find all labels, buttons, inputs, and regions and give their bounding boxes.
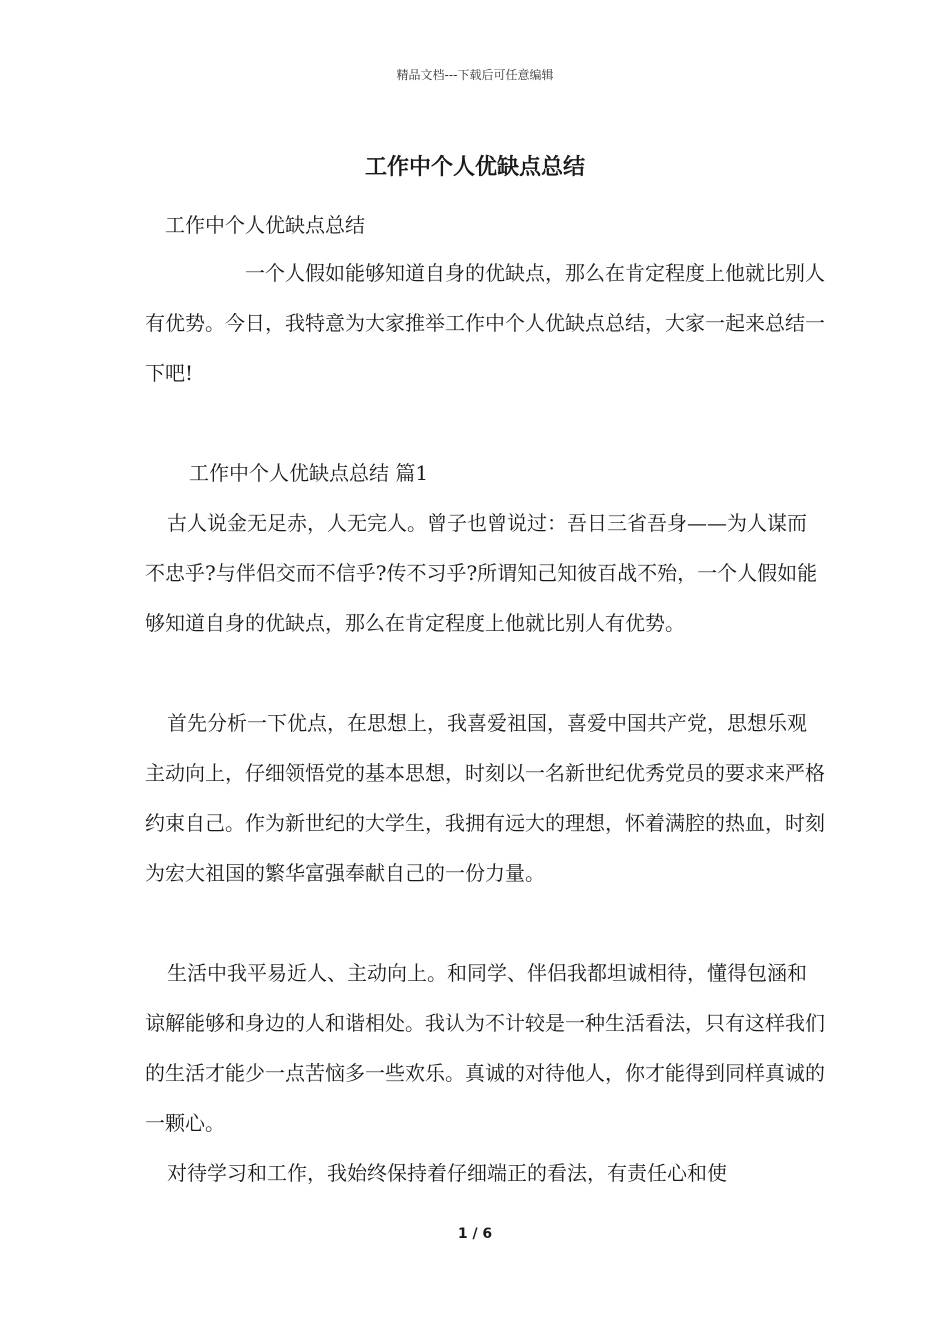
paragraph-1: 古人说金无足赤，人无完人。曾子也曾说过：吾日三省吾身——为人谋而不忠乎?与伴侣交而不信乎?传不习乎?所谓知己知彼百战不殆，一个人假如能够知道自身的优缺点，那么在肯定程度上他就比别人有优势。 — [145, 511, 818, 635]
document-title: 工作中个人优缺点总结 — [364, 154, 585, 180]
section-heading: 工作中个人优缺点总结 篇1 — [189, 461, 429, 485]
page-number: 1 / 6 — [457, 1226, 493, 1242]
paragraph-3: 生活中我平易近人、主动向上。和同学、伴侣我都坦诚相待，懂得包涵和谅解能够和身边的人和谐相处。我认为不计较是一种生活看法，只有这样我们的生活才能少一点苦恼多一些欢乐。真诚的对待他人，你才能得到同样真诚的一颗心。 — [145, 961, 825, 1135]
document-subtitle: 工作中个人优缺点总结 — [165, 213, 365, 237]
paragraph-4: 对待学习和工作，我始终保持着仔细端正的看法，有责任心和使 — [167, 1161, 727, 1185]
header-note: 精品文档---下载后可任意编辑 — [396, 68, 554, 82]
paragraph-2: 首先分析一下优点，在思想上，我喜爱祖国，喜爱中国共产党，思想乐观主动向上，仔细领悟党的基本思想，时刻以一名新世纪优秀党员的要求来严格约束自己。作为新世纪的大学生，我拥有远大的理想，怀着满腔的热血，时刻为宏大祖国的繁华富强奉献自己的一份力量。 — [145, 711, 825, 885]
intro-paragraph: 一个人假如能够知道自身的优缺点，那么在肯定程度上他就比别人有优势。今日，我特意为大家推举工作中个人优缺点总结，大家一起来总结一下吧! — [145, 261, 825, 385]
